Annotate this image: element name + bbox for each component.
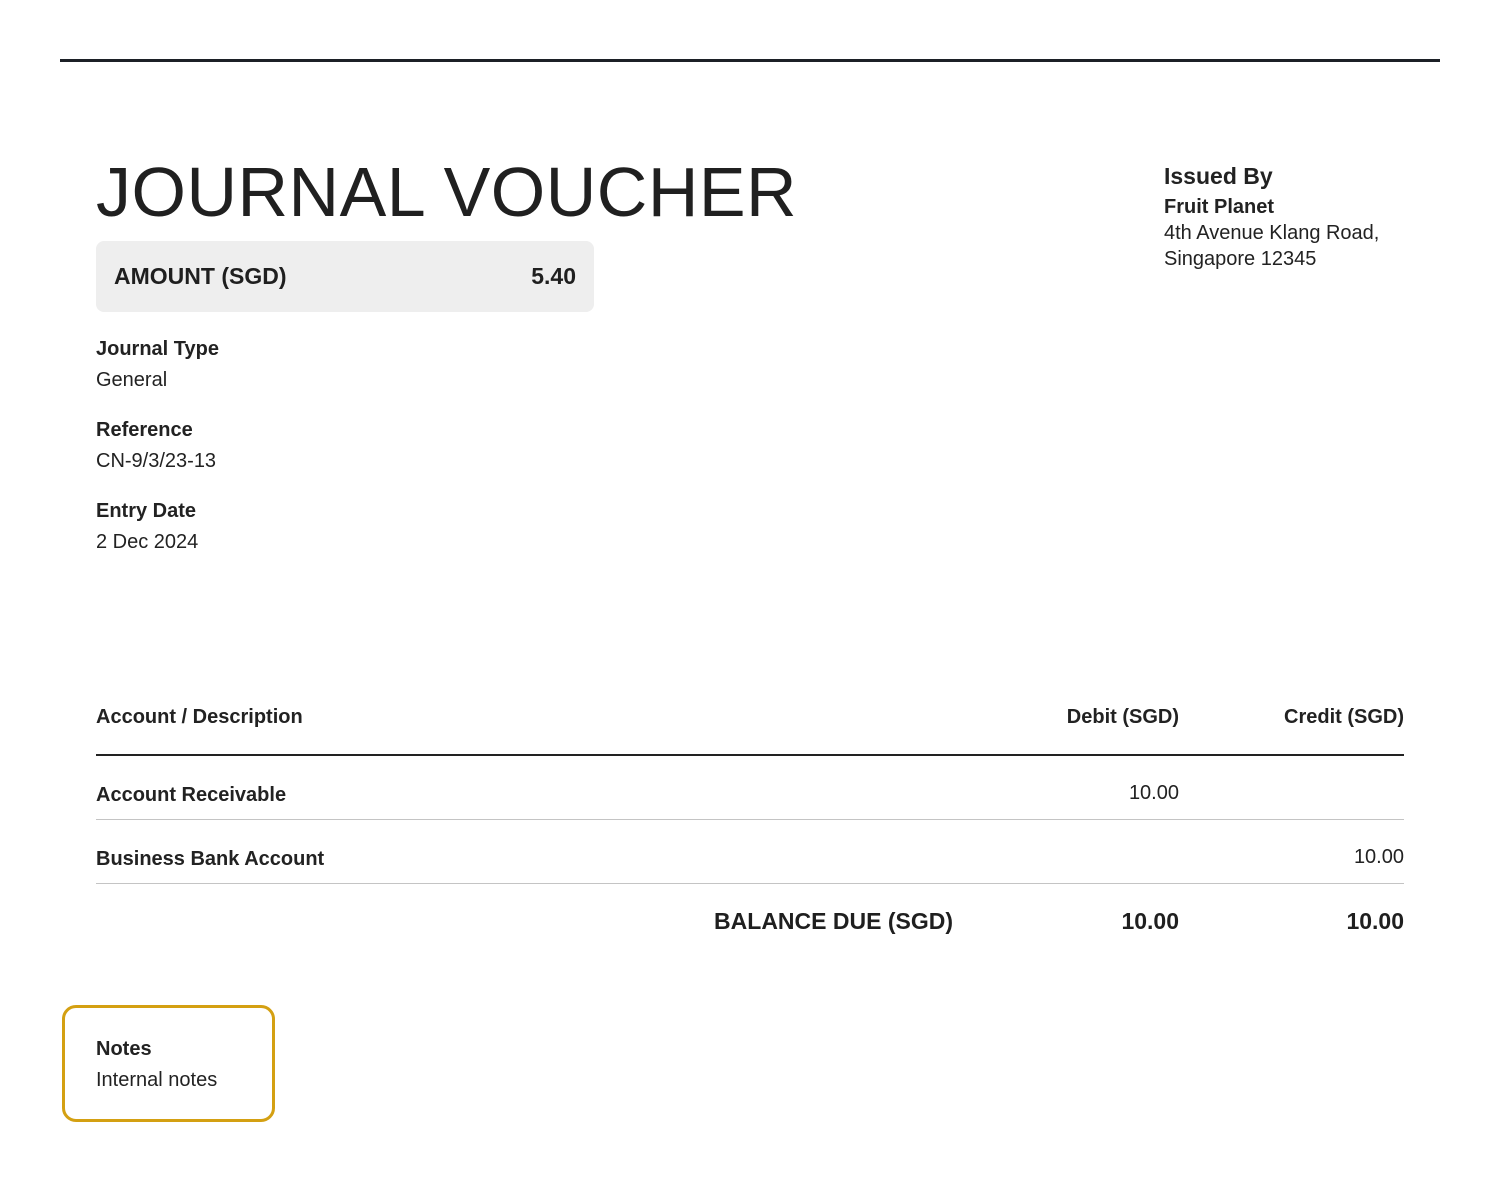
document-title: JOURNAL VOUCHER — [96, 153, 798, 231]
row-account: Business Bank Account — [96, 848, 325, 870]
header-credit: Credit (SGD) — [1284, 706, 1404, 728]
reference-label: Reference — [96, 419, 193, 441]
entry-date-value: 2 Dec 2024 — [96, 531, 199, 553]
reference-value: CN-9/3/23-13 — [96, 450, 217, 472]
amount-summary — [96, 241, 594, 312]
journal-type-value: General — [96, 369, 168, 391]
balance-due-debit: 10.00 — [1121, 908, 1179, 934]
journal-entries-table — [96, 700, 1404, 954]
journal-type-label: Journal Type — [96, 338, 219, 360]
table-header — [96, 700, 1404, 756]
row-credit: 10.00 — [1353, 846, 1404, 868]
amount-label: AMOUNT (SGD) — [114, 263, 287, 289]
row-account: Account Receivable — [96, 784, 287, 806]
balance-due-row — [96, 884, 1404, 954]
row-debit: 10.00 — [1128, 782, 1179, 804]
balance-due-credit: 10.00 — [1346, 908, 1404, 934]
issuer-block — [1164, 160, 1464, 272]
issuer-heading: Issued By — [1164, 163, 1273, 189]
reference-field — [96, 416, 216, 475]
amount-value: 5.40 — [531, 263, 576, 289]
header-debit: Debit (SGD) — [1066, 706, 1179, 728]
notes-label: Notes — [96, 1038, 152, 1060]
table-row — [96, 820, 1404, 884]
table-row — [96, 756, 1404, 820]
issuer-address-line-1: 4th Avenue Klang Road, — [1164, 222, 1380, 244]
issuer-name: Fruit Planet — [1164, 196, 1275, 218]
journal-type-field — [96, 335, 219, 394]
top-divider — [60, 59, 1440, 62]
balance-due-label: BALANCE DUE (SGD) — [714, 908, 953, 934]
entry-date-field — [96, 497, 198, 556]
header-account-description: Account / Description — [96, 706, 303, 728]
entry-date-label: Entry Date — [96, 500, 197, 522]
issuer-address-line-2: Singapore 12345 — [1164, 248, 1317, 270]
notes-text: Internal notes — [96, 1069, 218, 1091]
notes-box — [62, 1005, 275, 1122]
